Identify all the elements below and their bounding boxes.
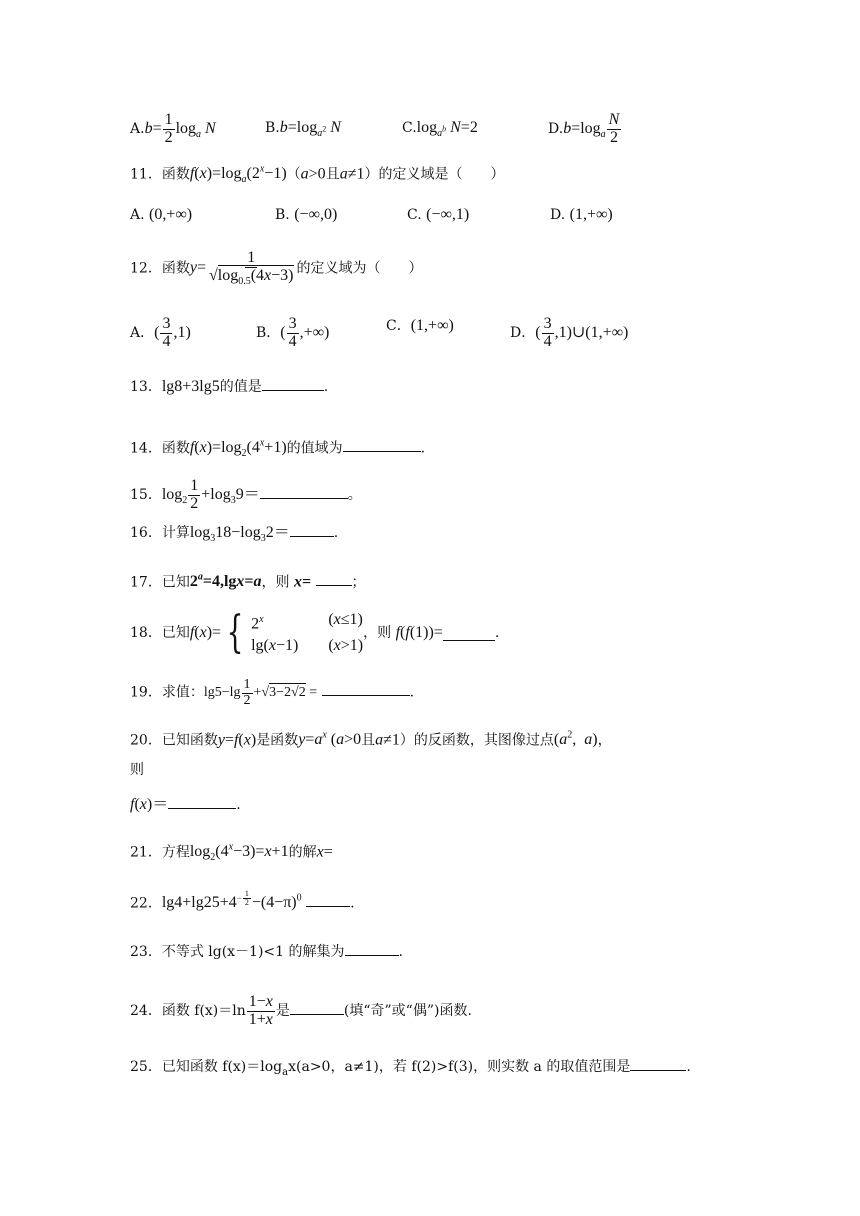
question-12: 12．函数y= $\frac{1}{√\log_{0.5}(4x-3)}$ 的定义域为（ ）: [130, 249, 423, 287]
question-number: 22．: [130, 895, 162, 912]
q11-option-a: A. (0,+∞): [130, 206, 193, 223]
question-16: 16．计算$\log_318-\log_32=$ .: [130, 524, 339, 545]
question-stem: 的值域为: [286, 440, 343, 457]
option-label: B.: [265, 120, 280, 136]
punctuation: .: [333, 525, 339, 541]
q10-option-d: $D.b=\log_a$ $\frac{N}{2}$: [548, 111, 620, 146]
punctuation: .: [350, 895, 355, 912]
punctuation: .: [420, 440, 426, 457]
question-13: 13．lg8+3lg5的值是 .: [130, 378, 329, 395]
q12-option-d: D．( $\frac{3}{4}$ ,1)∪(1,+∞): [510, 315, 629, 350]
question-15: 15．$\log_2$ $\frac{1}{2}$ $+\log_39=$ 。: [130, 477, 362, 512]
punctuation: ；: [351, 574, 366, 591]
option-label: B．: [256, 324, 281, 341]
question-number: 24．函数 f(x)＝ln: [130, 1002, 246, 1019]
question-stem: 25．已知函数 f(x)＝log: [130, 1059, 283, 1075]
answer-blank[interactable]: [443, 626, 495, 641]
punctuation: .: [686, 1059, 691, 1075]
answer-blank[interactable]: [168, 794, 236, 809]
q12-option-b: B．( $\frac{3}{4}$ ,+∞): [256, 315, 330, 350]
punctuation: 。: [347, 486, 362, 503]
q12-option-c: C．(1,+∞): [386, 317, 454, 334]
question-20-line3: f(x)＝ .: [130, 796, 241, 813]
option-label: B.: [275, 207, 290, 223]
question-11: 11．函数$f(x)=\log_a(2^x-1)(a>0$且a≠1）的定义域是（ ）: [130, 164, 505, 186]
option-label: D.: [550, 207, 566, 223]
question-number: 13．: [130, 379, 162, 395]
question-22: 22．$\lg 4+\lg 25+4^{- \frac{1}{2}}$ $-(4-\pi)^0$ .: [130, 889, 355, 912]
q10-option-b: $B.b=\log_{a^2}$ N: [265, 119, 341, 140]
question-number: 16．计算: [130, 525, 190, 541]
answer-blank[interactable]: [316, 571, 352, 586]
answer-blank[interactable]: [306, 892, 350, 907]
condition-text: 且: [325, 166, 340, 183]
q12-option-a: A．( $\frac{3}{4}$ ,1): [130, 315, 191, 350]
condition-text: 且: [361, 732, 376, 749]
question-18: 18．已知f(x)= { 2$^x$ (x≤1) lg(x−1) (x>1) ，则 f(f(1))= .: [130, 607, 500, 659]
question-stem: (填“奇”或“偶”)函数.: [343, 1002, 472, 1019]
question-number: 12．函数: [130, 260, 190, 277]
answer-blank[interactable]: [345, 941, 399, 956]
option-label: A.: [130, 207, 145, 223]
question-number: 19．求值：: [130, 684, 204, 701]
question-number: 17．已知: [130, 574, 190, 591]
question-23: [130, 941, 860, 962]
question-stem: 是函数: [256, 732, 299, 749]
question-number: 21．方程: [130, 844, 190, 861]
question-stem: 23．不等式 lg(x－1)<1 的解集为: [130, 944, 345, 960]
question-stem: 的定义域是（ ）: [378, 166, 505, 183]
punctuation: .: [323, 379, 329, 395]
question-25: [130, 1056, 860, 1083]
question-20: 20．已知函数y=f(x)是函数$y=a^x$ (a>0且a≠1）的反函数，其图像过点($a^2$, a)，: [130, 730, 612, 749]
question-14: 14．函数$f(x)=\log_2(4^x+1)$的值域为 .: [130, 438, 426, 460]
q10-option-c: $C.\log_{a^b}$ N=2: [402, 119, 478, 140]
option-label: D.: [548, 120, 564, 137]
answer-blank[interactable]: [290, 1000, 344, 1015]
question-number: 15．: [130, 486, 162, 503]
option-label: A．: [130, 324, 155, 341]
question-stem: x(a>0，a≠1)，若 f(2)>f(3)，则实数 a 的取值范围是: [288, 1059, 631, 1075]
question-20-line2: [130, 760, 860, 780]
question-number: 14．函数: [130, 440, 190, 457]
piecewise-function: { 2$^x$ (x≤1) lg(x−1) (x>1): [226, 607, 364, 659]
connector-text: ，则: [363, 625, 392, 642]
question-stem: 是: [275, 1002, 290, 1019]
question-stem: 的解: [288, 844, 317, 861]
punctuation: .: [494, 625, 500, 642]
log-base: a: [282, 1066, 289, 1078]
question-stem: 的定义域为（ ）: [296, 260, 423, 277]
punctuation: .: [409, 684, 415, 701]
question-stem: ）的反函数，其图像过点: [399, 732, 554, 749]
q10-option-a: A.b= $\frac{1}{2}$ $\log_a N$: [130, 111, 216, 146]
q11-option-d: D. (1,+∞): [550, 206, 613, 223]
answer-blank[interactable]: [262, 376, 324, 391]
question-19: 19．求值：lg5−lg $\frac{1}{2}$ +√3−2√2 = .: [130, 677, 415, 708]
answer-blank[interactable]: [260, 484, 348, 499]
q11-option-b: B. (−∞,0): [275, 206, 338, 223]
connector-text: ，则: [261, 574, 290, 591]
question-number: 18．已知: [130, 625, 190, 642]
answer-blank[interactable]: [290, 522, 334, 537]
question-24: 24．函数 f(x)＝ln $\frac{1-x}{1+x}$ 是 (填“奇”或“偶”)函数.: [130, 993, 472, 1028]
answer-blank[interactable]: [322, 681, 410, 696]
punctuation: .: [398, 944, 403, 960]
question-number: 20．已知函数: [130, 732, 218, 749]
question-17: 17．已知$2^a=4,\lg x=a$，则 x= ；: [130, 572, 366, 591]
question-stem: 的值是: [219, 379, 262, 395]
option-label: C.: [402, 120, 417, 136]
option-label: C．: [386, 318, 411, 334]
question-number: 11．函数: [130, 166, 190, 183]
option-label: C.: [407, 207, 422, 223]
answer-blank[interactable]: [343, 437, 421, 452]
answer-blank[interactable]: [630, 1056, 686, 1071]
q11-option-c: C. (−∞,1): [407, 206, 470, 223]
question-stem: 则: [130, 762, 144, 778]
punctuation: .: [236, 797, 241, 813]
option-label: A.: [130, 120, 145, 137]
question-21: 21．方程$\log_2(4^x-3)=x+1$的解x=: [130, 842, 333, 864]
option-label: D．: [510, 324, 536, 341]
